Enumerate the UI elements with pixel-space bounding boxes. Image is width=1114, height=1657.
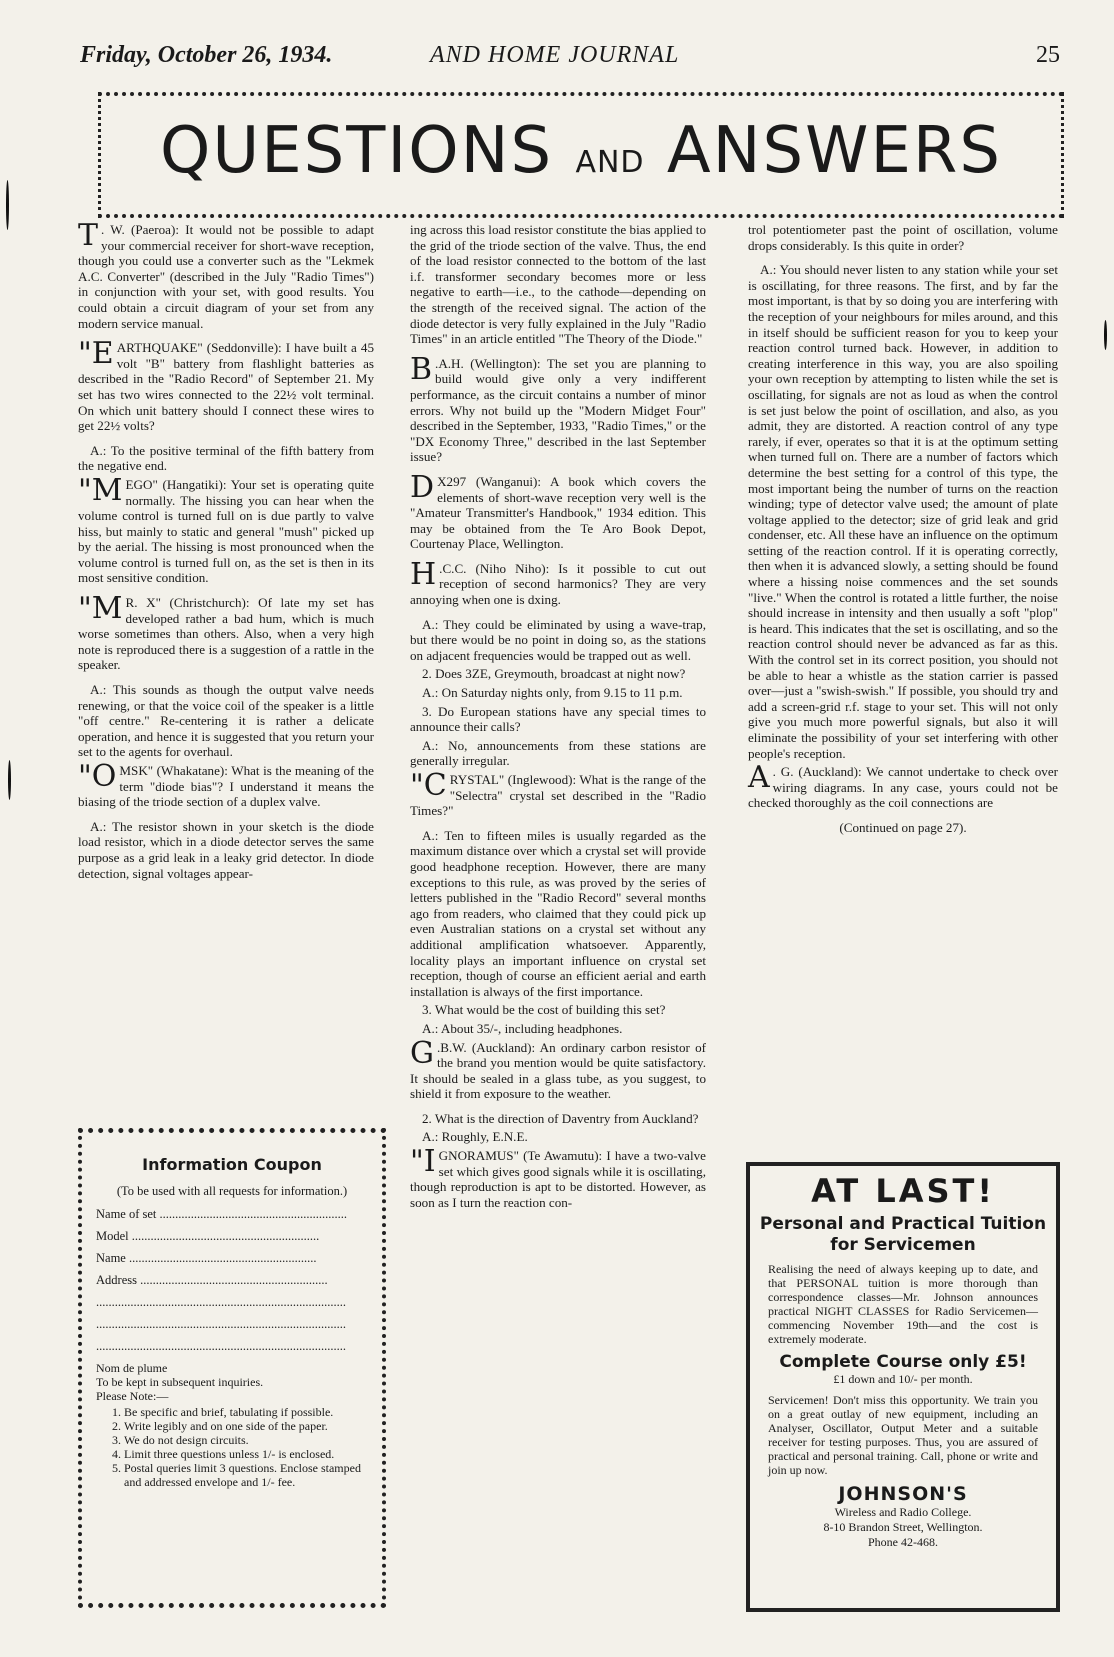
- qa-text: GNORAMUS" (Te Awamutu): I have a two-valve set which gives good signals while it is oscillating, though reproduction is apt to be distorted. However, as soon as I turn the reaction con-: [410, 1148, 706, 1210]
- coupon-field[interactable]: Name of set ............................................................: [96, 1207, 348, 1221]
- page-number: 25: [1036, 42, 1060, 68]
- advert-body-1: Realising the need of always keeping up to date, and that PERSONAL tuition is more thorough than correspondence classes—Mr. Johnson announces practical NIGHT CLASSES for Radio Servicemen—commencing November 19th—and the cost is extremely moderate.: [768, 1262, 1038, 1346]
- qa-paragraph: [78, 443, 374, 474]
- qa-text: A.: This sounds as though the output valve needs renewing, or that the voice coil of the speaker is a little "off centre." Re-centering it is rather a delicate operation, and hence it is suggested that you return your set to the agents for overhaul.: [78, 682, 374, 760]
- title-questions: QUESTIONS: [160, 114, 554, 188]
- coupon-field[interactable]: Name ............................................................: [96, 1251, 317, 1265]
- qa-text: 3. Do European stations have any special times to announce their calls?: [410, 703, 706, 735]
- coupon-note: 2. Write legibly and on one side of the paper.: [124, 1419, 368, 1433]
- qa-paragraph: [410, 1129, 706, 1145]
- qa-text: A.: About 35/-, including headphones.: [422, 1020, 623, 1036]
- qa-paragraph: [410, 1021, 706, 1037]
- scan-mark: [6, 180, 9, 230]
- coupon-blank-line[interactable]: ................................................................................: [96, 1317, 346, 1331]
- advert-subhead: Personal and Practical Tuition for Servicemen: [759, 1214, 1047, 1255]
- section-title: [101, 114, 1061, 188]
- advert-body-2: Servicemen! Don't miss this opportunity. We train you on a great outlay of new equipment, including an Analyser, Oscillator, Output Meter and a suitable receiver for testing purposes. Thus, you are assured of practical and personal training. Call, phone or write and join up now.: [768, 1393, 1038, 1477]
- qa-text: A.: To the positive terminal of the fifth battery from the negative end.: [78, 442, 374, 474]
- qa-text: .A.H. (Wellington): The set you are planning to build would give only a very indifferent performance, as the circuit contains a number of minor errors. Why not build up the "Modern Midget Four" described in the September, 1933, "Radio Times," or the "DX Economy Three," described in the last September issue?: [410, 355, 706, 465]
- advert-headline: AT LAST!: [811, 1172, 995, 1210]
- drop-initial: D: [410, 469, 435, 505]
- qa-text: 2. Does 3ZE, Greymouth, broadcast at night now?: [422, 666, 686, 682]
- drop-initial: "E: [78, 336, 114, 372]
- drop-initial: "M: [78, 472, 123, 508]
- qa-text: . W. (Paeroa): It would not be possible to adapt your commercial receiver for short-wave reception, though you could use a converter such as the "Lekmek A.C. Converter" (described in the July "Radio Times") in conjunction with your set, with good results. You could obtain a circuit diagram of your set from any modern service manual.: [78, 222, 374, 331]
- qa-text: (Continued on page 27).: [839, 819, 967, 835]
- qa-paragraph: [410, 222, 706, 347]
- advert-terms: £1 down and 10/- per month.: [833, 1372, 973, 1386]
- journal-name: AND HOME JOURNAL: [430, 42, 680, 68]
- qa-paragraph: [410, 1002, 706, 1018]
- qa-text: trol potentiometer past the point of oscillation, volume drops considerably. Is this quite in order?: [748, 222, 1058, 253]
- coupon-field-label: Address: [96, 1273, 137, 1287]
- title-and: AND: [575, 145, 645, 180]
- qa-text: 3. What would be the cost of building this set?: [422, 1002, 666, 1018]
- qa-text: EGO" (Hangatiki): Your set is operating quite normally. The hissing you can hear when the volume control is turned full on is due partly to valve hiss, but mainly to static and general "mush" picked up by the aerial. The hissing is most pronounced when the volume control is turned full on, as the set is then in its most sensitive condition.: [78, 476, 374, 586]
- column-3: [748, 222, 1058, 845]
- qa-text: A.: The resistor shown in your sketch is the diode load resistor, which in a diode detector serves the same purpose as a grid leak in a leaky grid detector. In diode detection, signal voltages appear-: [78, 818, 374, 881]
- scan-mark: [1104, 320, 1107, 350]
- qa-paragraph: [410, 738, 706, 769]
- notes-title: Please Note:—: [96, 1389, 169, 1403]
- drop-initial: "M: [78, 591, 123, 627]
- qa-paragraph: [78, 472, 374, 586]
- coupon-notes: [96, 1361, 368, 1489]
- coupon-fields: [96, 1203, 382, 1357]
- coupon-blank-line[interactable]: ................................................................................: [96, 1339, 346, 1353]
- drop-initial: "O: [78, 759, 117, 794]
- qa-paragraph: [410, 351, 706, 465]
- advert-college: Wireless and Radio College.: [834, 1505, 972, 1519]
- qa-text: R. X" (Christchurch): Of late my set has developed rather a bad hum, which is much worse sometimes than others. Also, when a very high note is reproduced there is a suggestion of a rattle in the speaker.: [78, 595, 374, 673]
- information-coupon: [78, 1128, 386, 1608]
- advert-address: 8-10 Brandon Street, Wellington.: [823, 1520, 983, 1534]
- drop-initial: "I: [410, 1144, 436, 1180]
- nom-de-plume-label: Nom de plume: [96, 1361, 168, 1375]
- qa-text: . G. (Auckland): We cannot undertake to check over wiring diagrams. In any case, yours could not be checked thoroughly as the coil connections are: [748, 764, 1058, 811]
- qa-text: A.: Ten to fifteen miles is usually regarded as the maximum distance over which a crystal set will provide good headphone reception. However, there are many exceptions to this rule, as was proved by the series of letters published in the "Radio Record" several months ago from readers, who claimed that they could pick up even Australian stations on a crystal set without any additional amplification whatsoever. Apparently, locality plays an important influence on crystal set reception, though of course an efficient aerial and earth installation is always of the first importance.: [410, 827, 706, 999]
- johnsons-advert: [746, 1162, 1060, 1612]
- qa-paragraph: [78, 336, 374, 434]
- scan-mark: [8, 760, 11, 800]
- qa-text: ing across this load resistor constitute the bias applied to the grid of the triode section of the valve. Thus, the end of the load resistor connected to the bottom of the last i.f. transformer secondary becomes more or less negative to earth—i.e., to the cathode—depending on the strength of the received signal. The action of the diode detector is very fully explained in the July "Radio Times" in an article entitled "The Theory of the Diode.": [410, 222, 706, 347]
- qa-paragraph: [748, 760, 1058, 811]
- qa-paragraph: [410, 1035, 706, 1102]
- qa-paragraph: [78, 759, 374, 810]
- qa-paragraph: [748, 262, 1058, 761]
- coupon-note: 5. Postal queries limit 3 questions. Enclose stamped and addressed envelope and 1/- fee.: [124, 1461, 368, 1489]
- column-2: [410, 222, 706, 1219]
- qa-paragraph: [410, 1111, 706, 1127]
- drop-initial: H: [410, 556, 437, 592]
- qa-paragraph: [78, 218, 374, 331]
- drop-initial: "C: [410, 768, 447, 803]
- qa-paragraph: [410, 768, 706, 819]
- qa-paragraph: [410, 617, 706, 664]
- qa-paragraph: [410, 666, 706, 682]
- section-banner: [98, 92, 1064, 218]
- qa-paragraph: [410, 1144, 706, 1210]
- coupon-blank-line[interactable]: ................................................................................: [96, 1295, 346, 1309]
- qa-paragraph: [410, 828, 706, 1000]
- coupon-field-label: Model: [96, 1229, 129, 1243]
- qa-text: A.: Roughly, E.N.E.: [422, 1129, 528, 1145]
- qa-text: A.: They could be eliminated by using a wave-trap, but there would be no point in doing so, as the stations on adjacent frequencies would be trapped out as well.: [410, 616, 706, 663]
- title-answers: ANSWERS: [666, 114, 1002, 188]
- qa-text: A.: You should never listen to any station while your set is oscillating, for three reasons. The first, and by far the most important, is that by so doing you are interfering with the reception of your neighbours for miles around, and this in itself should be sufficient reason for you to keep your reaction control turned back. However, in addition to creating interference in this way, you are also spoiling your own reception by attempting to listen while the set is oscillating, for signals are not as loud as when the control is set just below the point of oscillation, and also, as you admit, they are distorted. A reaction control of any type rarely, if ever, operates so that it is at the optimum setting when turned full on. There are a number of factors which determine the best setting for a control of this type, the most important being the number of turns on the reaction winding; type of detector valve used; the amount of plate voltage applied to the detector; size of grid leak and grid condenser, etc. All these have an influence on the optimum setting of the reaction control. If it is operating correctly, then when it is advanced slowly, a setting should be found where a hissing noise commences and the set sounds "live." When the control is rotated a little further, the noise should increase in intensity and then usually a soft "plop" is heard. This indicates that the set is oscillating, and so the reaction control should never be advanced as far as this. With the control set in its correct position, you should not be able to hear a whistle as the station carrier is passed over—just a "swish-swish." If possible, you should try and add a screen-grid r.f. stage to your set. This will not only give you much more powerful signals, but also it will eliminate the possibility of your set interfering with other people's reception.: [748, 262, 1058, 761]
- column-1: [78, 218, 374, 884]
- qa-paragraph: [78, 682, 374, 760]
- drop-initial: B: [410, 351, 433, 387]
- coupon-note: 4. Limit three questions unless 1/- is enclosed.: [124, 1447, 368, 1461]
- qa-paragraph: [78, 591, 374, 673]
- qa-text: 2. What is the direction of Daventry from Auckland?: [422, 1110, 699, 1126]
- advert-phone: Phone 42-468.: [868, 1535, 938, 1549]
- advert-offer: Complete Course only £5!: [779, 1352, 1027, 1372]
- drop-initial: T: [78, 218, 99, 253]
- drop-initial: A: [748, 760, 770, 796]
- qa-text: X297 (Wanganui): A book which covers the elements of short-wave reception very well is the "Amateur Transmitter's Handbook," 1934 edition. This may be obtained from the Te Aro Book Depot, Courtenay Place, Wellington.: [410, 473, 706, 552]
- qa-paragraph: [410, 685, 706, 701]
- qa-text: .B.W. (Auckland): An ordinary carbon resistor of the brand you mention would be quite satisfactory. It should be sealed in a glass tube, as you suggest, to shield it from exposure to the weather.: [410, 1039, 706, 1102]
- qa-text: ARTHQUAKE" (Seddonville): I have built a 45 volt "B" battery from flashlight batteries as described in the "Radio Record" of September 21. My set has two wires connected to the 22½ volt terminal. On which unit battery should I connect these wires to get 22½ volts?: [78, 340, 374, 434]
- advert-company: JOHNSON'S: [838, 1483, 968, 1505]
- coupon-field-label: Name: [96, 1251, 126, 1265]
- qa-paragraph: [748, 222, 1058, 253]
- coupon-title: Information Coupon: [142, 1155, 322, 1174]
- coupon-field-label: Name of set: [96, 1207, 157, 1221]
- qa-text: MSK" (Whakatane): What is the meaning of the term "diode bias"? I understand it means the biasing of the triode section of a duplex valve.: [78, 763, 374, 810]
- qa-paragraph: [410, 556, 706, 608]
- page-header: [80, 42, 1060, 76]
- notes-list: [96, 1405, 368, 1489]
- coupon-field[interactable]: Model ............................................................: [96, 1229, 320, 1243]
- issue-date: Friday, October 26, 1934.: [80, 42, 333, 68]
- coupon-field[interactable]: Address ............................................................: [96, 1273, 328, 1287]
- qa-text: RYSTAL" (Inglewood): What is the range of the "Selectra" crystal set described in the "Radio Times?": [410, 772, 706, 819]
- qa-text: .C.C. (Niho Niho): Is it possible to cut out reception of second harmonics? They are very annoying when one is dxing.: [410, 560, 706, 608]
- qa-text: A.: No, announcements from these stations are generally irregular.: [410, 737, 706, 769]
- coupon-note: 1. Be specific and brief, tabulating if possible.: [124, 1405, 368, 1419]
- coupon-subtitle: (To be used with all requests for information.): [116, 1184, 348, 1198]
- qa-paragraph: [78, 819, 374, 881]
- qa-paragraph: [748, 820, 1058, 836]
- qa-paragraph: [410, 704, 706, 735]
- drop-initial: G: [410, 1035, 434, 1071]
- coupon-note: 3. We do not design circuits.: [124, 1433, 368, 1447]
- qa-text: A.: On Saturday nights only, from 9.15 to 11 p.m.: [422, 685, 683, 701]
- nom-de-plume-note: To be kept in subsequent inquiries.: [96, 1375, 264, 1389]
- qa-paragraph: [410, 469, 706, 552]
